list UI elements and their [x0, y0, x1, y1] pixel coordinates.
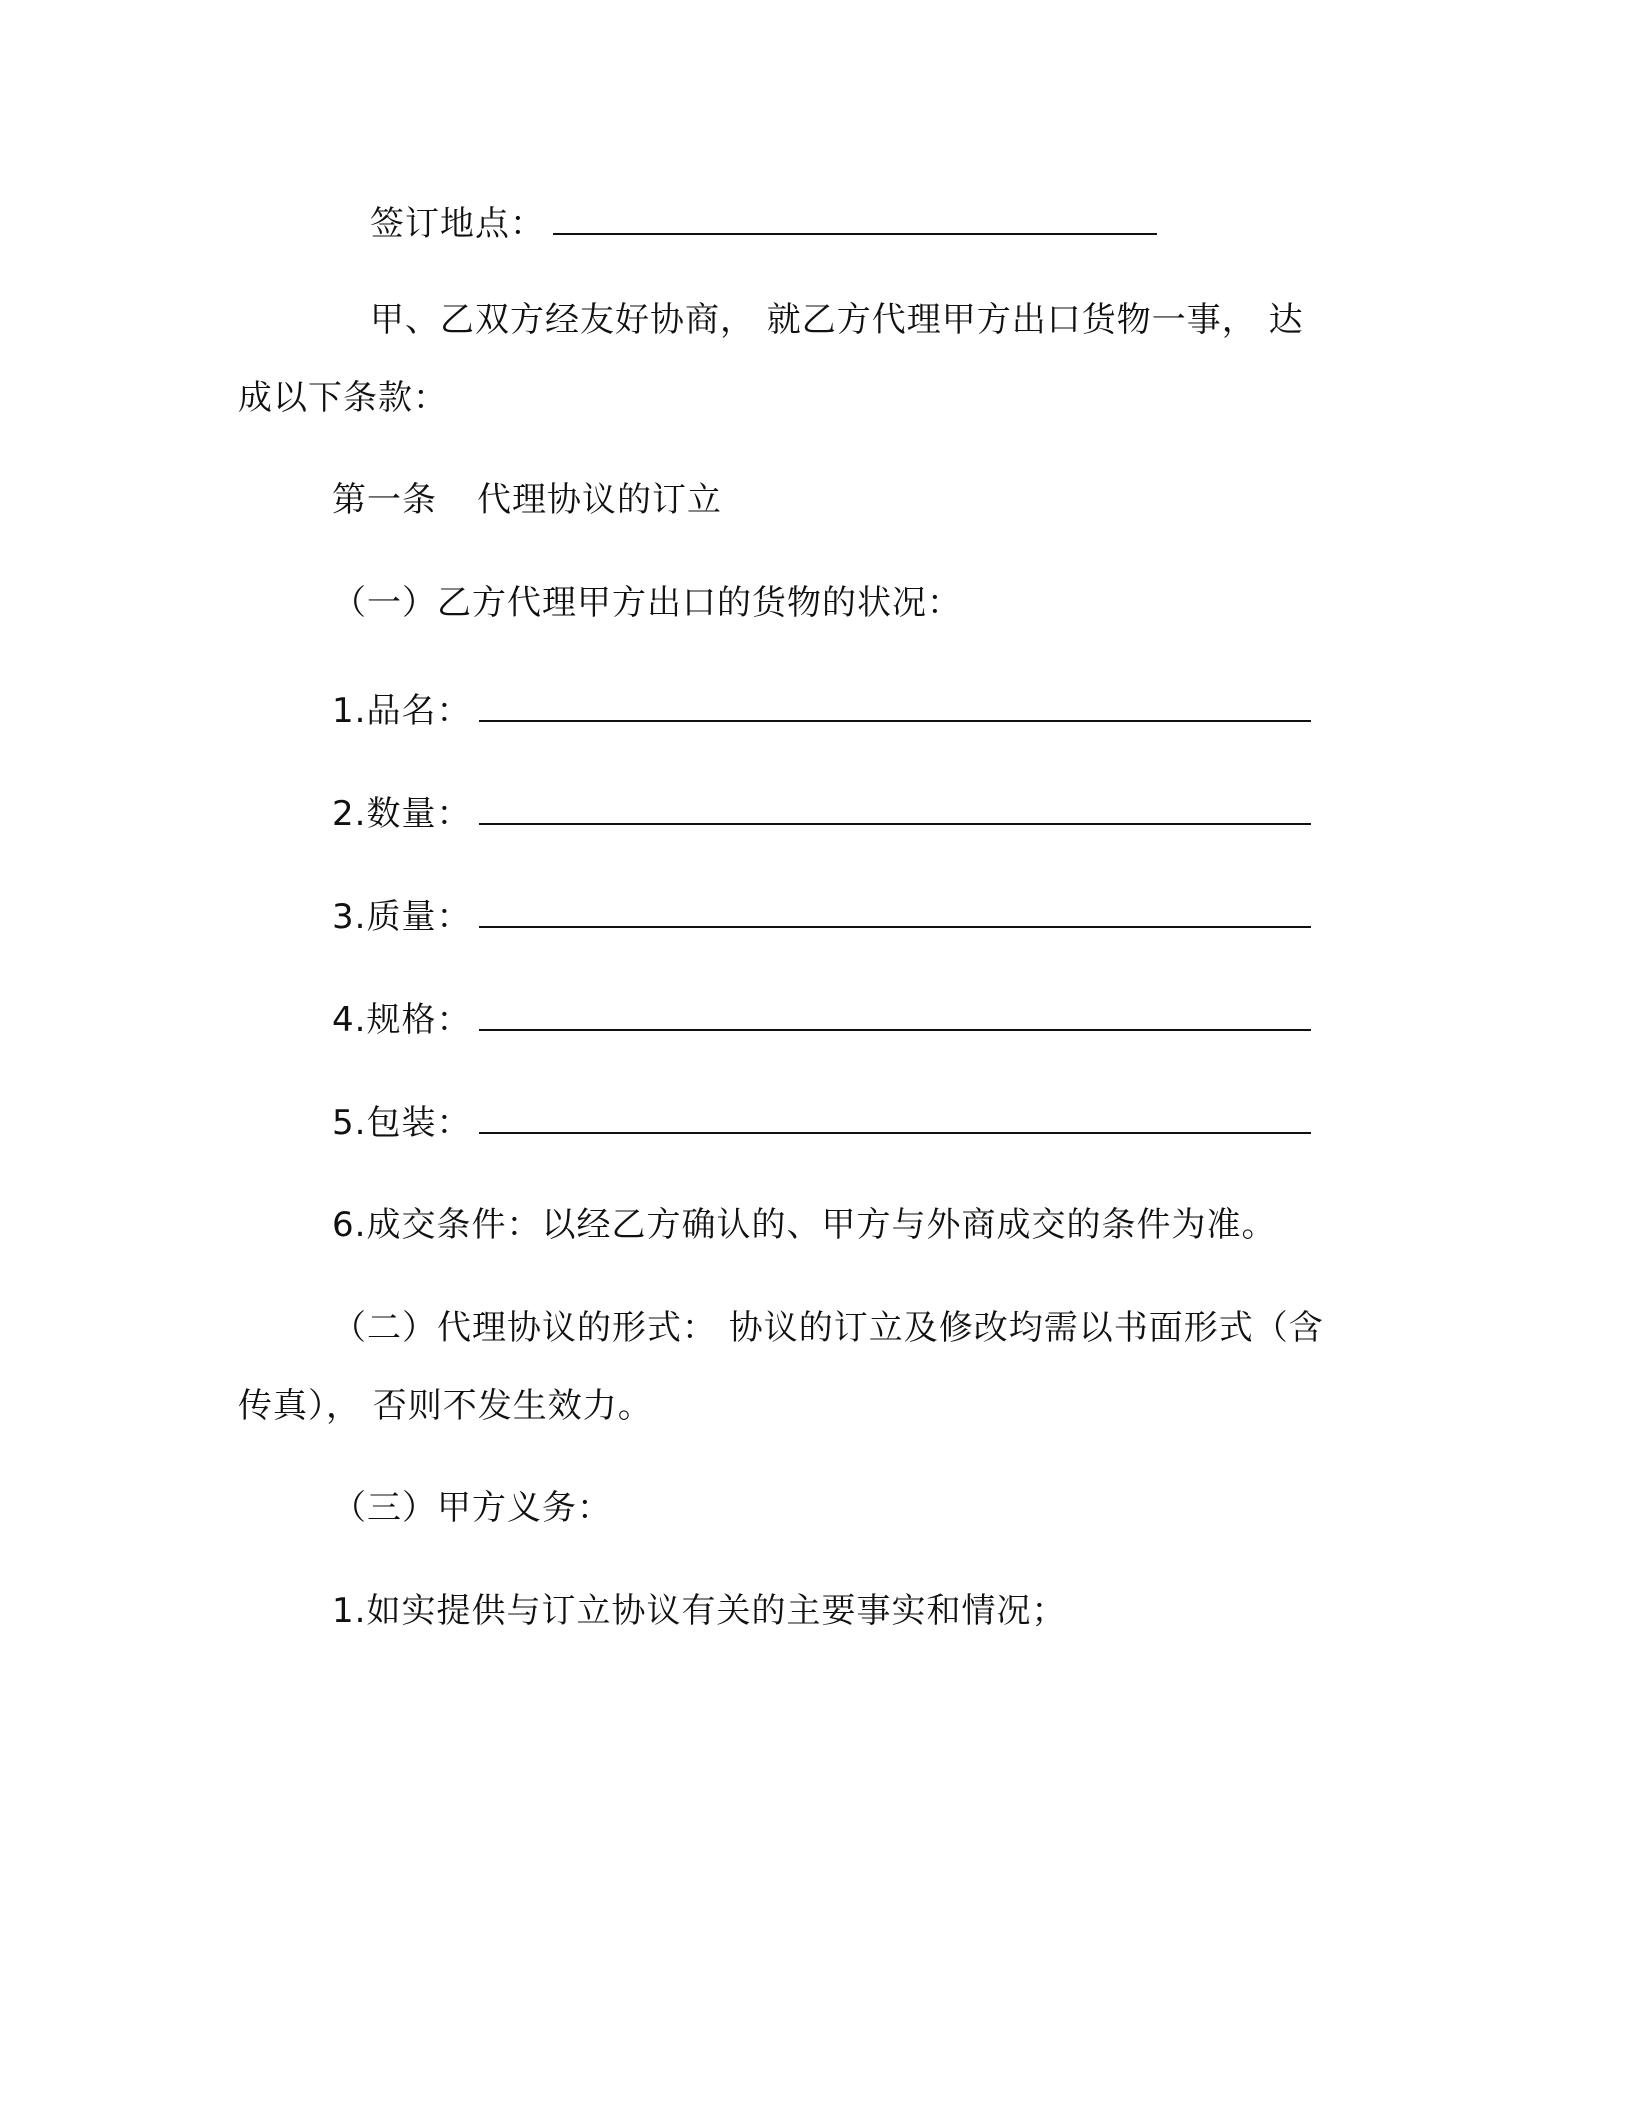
item-line-6: 6.成交条件：以经乙方确认的、甲方与外商成交的条件为准。 [332, 1205, 1277, 1245]
item-label-2: 2.数量： [332, 794, 472, 834]
signing-place-line [370, 203, 1157, 244]
article-1-title: 代理协议的订立 [477, 480, 722, 520]
intro-line-1: 甲、乙双方经友好协商， 就乙方代理甲方出口货物一事， 达 [370, 300, 1304, 340]
section-3-heading: （三）甲方义务： [332, 1488, 612, 1528]
article-1-heading [332, 480, 722, 520]
signing-place-label: 签订地点： [370, 204, 545, 244]
section-2-line-1: （二）代理协议的形式： 协议的订立及修改均需以书面形式（含 [332, 1308, 1324, 1348]
signing-place-blank[interactable] [553, 203, 1157, 235]
item-label-3: 3.质量： [332, 897, 472, 937]
item-line-4 [332, 999, 1311, 1040]
item-blank-3[interactable] [479, 896, 1311, 928]
item-blank-1[interactable] [479, 690, 1311, 722]
obligation-1: 1.如实提供与订立协议有关的主要事实和情况； [332, 1591, 1067, 1631]
article-1-number: 第一条 [332, 480, 437, 520]
item-blank-4[interactable] [479, 999, 1311, 1031]
item-blank-5[interactable] [479, 1102, 1311, 1134]
section-2-line-2: 传真）， 否则不发生效力。 [238, 1386, 653, 1426]
item-label-5: 5.包装： [332, 1103, 472, 1143]
item-line-1 [332, 690, 1311, 731]
item-label-4: 4.规格： [332, 1000, 472, 1040]
item-blank-2[interactable] [479, 793, 1311, 825]
item-line-2 [332, 793, 1311, 834]
intro-line-2: 成以下条款： [238, 378, 448, 418]
item-line-5 [332, 1102, 1311, 1143]
section-1-heading: （一）乙方代理甲方出口的货物的状况： [332, 583, 962, 623]
item-label-1: 1.品名： [332, 691, 472, 731]
item-line-3 [332, 896, 1311, 937]
